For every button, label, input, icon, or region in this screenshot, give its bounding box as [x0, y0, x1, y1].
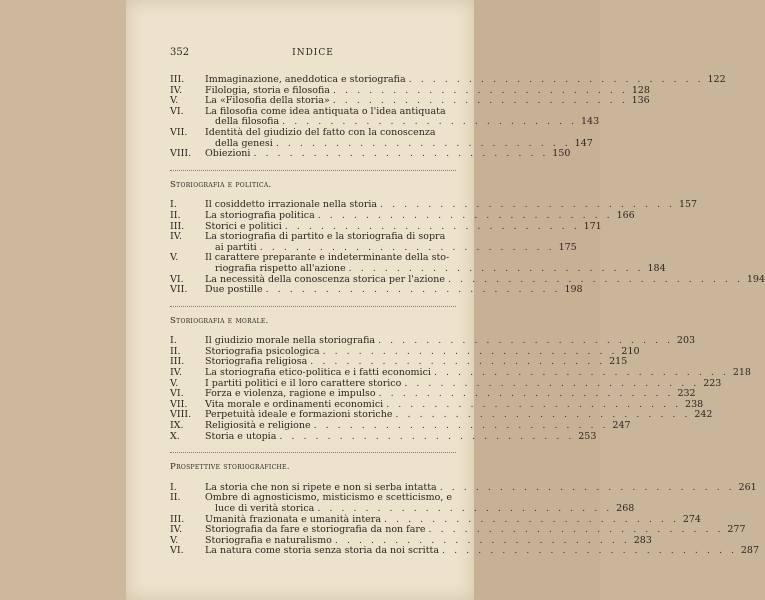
chapter-number: III.	[170, 220, 185, 232]
chapter-number: III.	[170, 513, 185, 525]
toc-entry	[170, 126, 593, 149]
chapter-title: Vita morale e ordinamenti economici	[205, 398, 384, 410]
dot-leader: . . . . . . . . . . . . . . . . . . . . . . . . .	[310, 356, 606, 368]
toc-entry	[170, 231, 577, 253]
toc-entry	[170, 105, 600, 128]
page-ref: 238	[685, 398, 704, 410]
page-ref: 232	[677, 388, 696, 400]
page-ref: 136	[631, 95, 650, 107]
chapter-title: Storiografia religiosa	[205, 356, 308, 368]
dot-leader: . . . . . . . . . . . . . . . . . . . . . . . . .	[386, 398, 682, 410]
page-number: 352	[170, 47, 190, 58]
chapter-title: I partiti politici e il loro carattere storico	[205, 377, 402, 389]
page-ref: 223	[703, 377, 722, 389]
dot-leader: . . . . . . . . . . . . . . . . . . . . . . . . .	[322, 345, 618, 357]
chapter-title: Obiezioni	[205, 148, 251, 160]
chapter-number: V.	[170, 377, 179, 389]
dot-leader: . . . . . . . . . . . . . . . . . . . . . . . . .	[313, 420, 609, 432]
chapter-title: Forza e violenza, ragione e impulso	[205, 388, 376, 400]
dot-leader: . . . . . . . . . . . . . . . . . . . . . . . . .	[433, 367, 729, 379]
chapter-number: IV.	[170, 231, 182, 243]
toc-entry	[170, 252, 666, 274]
section-divider	[170, 170, 456, 171]
chapter-title: Ombre di agnosticismo, misticismo e scetticismo, e	[205, 492, 453, 504]
dot-leader: . . . . . . . . . . . . . . . . . . . . . . . . .	[317, 209, 613, 221]
chapter-number: IV.	[170, 84, 182, 96]
chapter-title: della filosofia	[215, 116, 280, 128]
chapter-title: La storiografia politica	[205, 209, 315, 221]
chapter-number: VIII.	[170, 409, 192, 421]
page-ref: 128	[631, 84, 650, 96]
dot-leader: . . . . . . . . . . . . . . . . . . . . . . . . .	[348, 262, 644, 274]
dot-leader: . . . . . . . . . . . . . . . . . . . . . . . . .	[448, 273, 743, 285]
page-ref: 184	[647, 262, 666, 274]
dot-leader: . . . . . . . . . . . . . . . . . . . . . . . . .	[332, 84, 628, 96]
page-ref: 215	[609, 356, 628, 368]
chapter-title: La storia che non si ripete e non si serba intatta	[205, 481, 437, 493]
chapter-number: II.	[170, 345, 181, 357]
chapter-title: Il carattere preparante e indeterminante della sto-	[205, 252, 450, 264]
chapter-number: VII.	[170, 398, 188, 410]
toc-entry	[170, 284, 583, 296]
chapter-title: riografia rispetto all'azione	[215, 262, 346, 274]
page-ref: 198	[564, 284, 583, 296]
page-ref: 261	[738, 481, 757, 493]
dot-leader: . . . . . . . . . . . . . . . . . . . . . . . . .	[380, 199, 676, 211]
chapter-title: La natura come storia senza storia da noi scritta	[205, 545, 440, 557]
dot-leader: . . . . . . . . . . . . . . . . . . . . . . . . .	[439, 481, 735, 493]
chapter-title: Religiosità e religione	[205, 420, 311, 432]
page-ref: 287	[740, 545, 760, 557]
chapter-title: ai partiti	[215, 241, 257, 253]
chapter-number: II.	[170, 492, 181, 504]
page-ref: 283	[633, 534, 652, 546]
page-ref: 171	[583, 220, 602, 232]
dot-leader: . . . . . . . . . . . . . . . . . . . . . . . . .	[378, 335, 674, 347]
page-ref: 247	[612, 420, 631, 432]
dot-leader: . . . . . . . . . . . . . . . . . . . . . . . . .	[404, 377, 700, 389]
table-of-contents	[170, 74, 765, 557]
chapter-number: VII.	[170, 126, 188, 138]
chapter-number: VI.	[170, 545, 184, 557]
section-title: Storiografia e morale.	[170, 315, 269, 326]
dot-leader: . . . . . . . . . . . . . . . . . . . . . . . . .	[275, 137, 571, 149]
page-ref: 268	[616, 503, 635, 514]
page-ref: 150	[552, 148, 571, 160]
toc-entry	[170, 148, 571, 160]
page-content	[170, 47, 765, 557]
dot-leader: . . . . . . . . . . . . . . . . . . . . . . . . .	[284, 220, 580, 232]
chapter-number: VI.	[170, 273, 184, 285]
toc-entry	[170, 430, 597, 443]
page-ref: 253	[578, 430, 597, 442]
chapter-number: VI.	[170, 388, 184, 400]
chapter-number: II.	[170, 209, 181, 221]
dot-leader: . . . . . . . . . . . . . . . . . . . . . . . . .	[282, 116, 578, 128]
background-left	[0, 0, 126, 600]
dot-leader: . . . . . . . . . . . . . . . . . . . . . . . . .	[279, 430, 575, 442]
chapter-number: V.	[170, 95, 179, 107]
dot-leader: . . . . . . . . . . . . . . . . . . . . . . . . .	[332, 95, 628, 107]
chapter-title: Identità del giudizio del fatto con la conoscenza	[205, 126, 436, 138]
chapter-number: III.	[170, 356, 185, 368]
header-title: INDICE	[292, 48, 334, 58]
chapter-title: Storici e politici	[205, 220, 282, 232]
chapter-number: VIII.	[170, 148, 192, 160]
chapter-number: IV.	[170, 367, 182, 379]
chapter-title: Umanità frazionata e umanità intera	[205, 513, 381, 525]
dot-leader: . . . . . . . . . . . . . . . . . . . . . . . . .	[408, 74, 704, 85]
chapter-title: Immaginazione, aneddotica e storiografia	[205, 74, 406, 85]
dot-leader: . . . . . . . . . . . . . . . . . . . . . . . . .	[442, 545, 738, 557]
toc-entry	[170, 545, 760, 557]
section-title: Prospettive storiografiche.	[170, 462, 290, 473]
chapter-number: IX.	[170, 420, 184, 432]
dot-leader: . . . . . . . . . . . . . . . . . . . . . . . . .	[395, 409, 691, 421]
chapter-title: La storiografia di partito e la storiografia di sopra	[205, 231, 446, 243]
chapter-number: VI.	[170, 105, 184, 117]
page-ref: 218	[732, 367, 751, 379]
page-ref: 242	[694, 409, 713, 421]
chapter-title: Storia e utopia	[205, 430, 277, 442]
toc-entry	[170, 74, 726, 86]
chapter-title: La «Filosofia della storia»	[205, 95, 330, 107]
chapter-number: III.	[170, 74, 185, 85]
chapter-title: Storiografia da fare e storiografia da non fare	[205, 524, 426, 536]
chapter-title: luce di verità storica	[215, 503, 315, 514]
section-divider	[170, 452, 456, 453]
page-ref: 157	[678, 199, 698, 211]
dot-leader: . . . . . . . . . . . . . . . . . . . . . . . . .	[378, 388, 674, 400]
toc-entry	[170, 209, 635, 222]
book-page	[126, 0, 765, 600]
chapter-number: I.	[170, 199, 177, 211]
chapter-title: La filosofia come idea antiquata o l'idea antiquata	[205, 105, 446, 117]
page-ref: 166	[616, 209, 635, 221]
page-ref: 203	[676, 335, 696, 347]
chapter-title: La necessità della conoscenza storica per l'azione	[205, 273, 446, 285]
page-ref: 122	[707, 74, 726, 85]
page-ref: 274	[682, 513, 701, 525]
dot-leader: . . . . . . . . . . . . . . . . . . . . . . . . .	[384, 513, 679, 525]
dot-leader: . . . . . . . . . . . . . . . . . . . . . . . . .	[317, 503, 613, 514]
page-ref: 210	[621, 345, 640, 357]
chapter-number: VII.	[170, 284, 188, 296]
page-ref: 175	[558, 241, 577, 253]
chapter-title: La storiografia etico-politica e i fatti economici	[205, 367, 431, 379]
chapter-title: Il giudizio morale nella storiografia	[205, 335, 376, 347]
section-divider	[170, 306, 456, 307]
dot-leader: . . . . . . . . . . . . . . . . . . . . . . . . .	[259, 241, 555, 253]
chapter-number: IV.	[170, 524, 182, 536]
chapter-title: Il cosiddetto irrazionale nella storia	[205, 199, 378, 211]
page-header	[170, 48, 456, 62]
chapter-title: Storiografia e naturalismo	[205, 534, 332, 546]
chapter-title: Perpetuità ideale e formazioni storiche	[205, 409, 393, 421]
chapter-number: V.	[170, 534, 179, 546]
page-ref: 277	[727, 524, 746, 536]
page-ref: 147	[574, 137, 593, 149]
dot-leader: . . . . . . . . . . . . . . . . . . . . . . . . .	[253, 148, 549, 160]
chapter-number: X.	[170, 430, 180, 442]
section-title: Storiografia e politica.	[170, 179, 272, 190]
chapter-number: V.	[170, 252, 179, 264]
chapter-title: Filologia, storia e filosofia	[205, 84, 330, 96]
chapter-number: I.	[170, 481, 177, 493]
dot-leader: . . . . . . . . . . . . . . . . . . . . . . . . .	[428, 524, 724, 536]
page-ref: 143	[581, 116, 600, 128]
chapter-title: della genesi	[215, 137, 273, 149]
chapter-title: Due postille	[205, 284, 263, 296]
toc-entry	[170, 492, 635, 514]
dot-leader: . . . . . . . . . . . . . . . . . . . . . . . . .	[334, 534, 630, 546]
dot-leader: . . . . . . . . . . . . . . . . . . . . . . . . .	[265, 284, 561, 296]
chapter-title: Storiografia psicologica	[205, 345, 320, 357]
page-ref: 194	[746, 273, 765, 285]
chapter-number: I.	[170, 335, 177, 347]
